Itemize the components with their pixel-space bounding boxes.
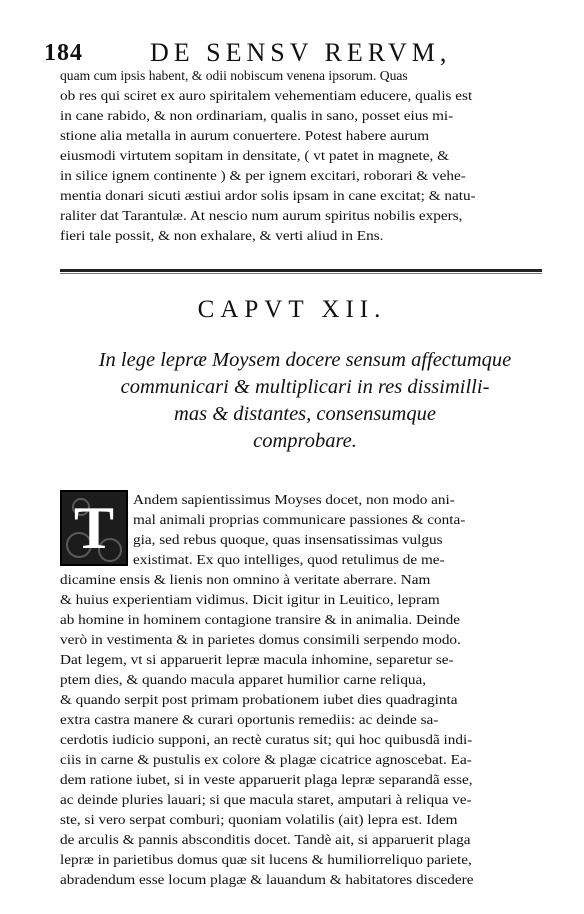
summary-line: mas & distantes, consensumque <box>174 403 436 425</box>
text-line: raliter dat Tarantulæ. At nescio num aurum spiritus nobilis expers, <box>60 208 463 223</box>
text-line: mentia donari sicuti æstiui ardor solis ipsam in cane excitat; & natu- <box>60 188 476 203</box>
text-line: gia, sed rebus quoque, quas insensatissimas vulgus <box>133 532 443 547</box>
text-line: ac deinde pluries lauari; si que macula staret, amputari à reliqua ve- <box>60 792 472 807</box>
text-line: extra castra manere & curari oportunis remediis: ac deinde sa- <box>60 712 439 727</box>
text-line: cerdotis iudicio supponi, an rectè curatus sit; qui hoc quibusdã indi- <box>60 732 473 747</box>
summary-line: communicari & multiplicari in res dissimilli- <box>120 376 490 398</box>
text-line: dem ratione iubet, si in veste apparuerit plaga lepræ separandã esse, <box>60 772 473 787</box>
text-line: in cane rabido, & non ordinariam, qualis in sano, posset eius mi- <box>60 108 454 123</box>
chapter-heading: CAPVT XII. <box>197 296 387 323</box>
text-line: in silice ignem continente ) & per ignem excitari, roborari & vehe- <box>60 168 466 183</box>
text-line: abradendum esse locum plagæ & lauandum & habitatores discedere <box>60 872 474 887</box>
text-line: Dat legem, vt si apparuerit lepræ macula inhomine, separetur se- <box>60 652 454 667</box>
text-line: ob res qui sciret ex auro spiritalem vehementiam educere, qualis est <box>60 88 473 103</box>
text-line: lepræ in parietibus domus quæ sit lucens & humiliorreliquo pariete, <box>60 852 472 867</box>
text-line: stione alia metalla in aurum conuertere. Potest habere aurum <box>60 128 430 143</box>
text-line: & huius experientiam vidimus. Dicit igitur in Leuitico, lepram <box>60 592 440 607</box>
text-line: mal animali proprias communicare passiones & conta- <box>133 512 466 527</box>
section-rule-thin <box>60 273 542 274</box>
text-line: ste, si vero serpat comburi; quoniam volatilis (ait) lepra est. Idem <box>60 812 458 827</box>
text-line: fieri tale possit, & non exhalare, & verti aliud in Ens. <box>60 228 384 243</box>
text-line: dicamine ensis & lienis non omnino à veritate aberrare. Nam <box>60 572 431 587</box>
text-line: eiusmodi virtutem sopitam in densitate, ( vt patet in magnete, & <box>60 148 450 163</box>
drop-cap-letter: T <box>73 495 115 561</box>
text-line: & quando serpit post primam probationem iubet dies quadraginta <box>60 692 458 707</box>
text-line: verò in vestimenta & in parietes domus consimili serpendo modo. <box>60 632 461 647</box>
ornamental-initial-icon <box>60 490 128 566</box>
running-title: DE SENSV RERVM, <box>150 38 452 67</box>
text-line: ciis in carne & pustulis ex colore & plagæ cicatrice agnoscebat. Ea- <box>60 752 472 767</box>
text-line: ptem dies, & quando macula apparet humilior carne reliqua, <box>60 672 427 687</box>
text-line: Andem sapientissimus Moyses docet, non modo ani- <box>133 492 455 507</box>
summary-line: In lege lepræ Moysem docere sensum affectumque <box>98 349 512 371</box>
section-rule <box>60 269 542 272</box>
text-line: existimat. Ex quo intelliges, quod retulimus de me- <box>133 552 445 567</box>
chapter-summary <box>70 347 540 455</box>
summary-line: comprobare. <box>253 430 357 452</box>
text-line: de arculis & pannis absconditis docet. Tandè ait, si apparuerit plaga <box>60 832 471 847</box>
page-number: 184 <box>44 40 83 66</box>
text-line: quam cum ipsis habent, & odii nobiscum venena ipsorum. Quas <box>60 68 408 83</box>
text-line: ab homine in hominem contagione transire & in animalia. Deinde <box>60 612 460 627</box>
